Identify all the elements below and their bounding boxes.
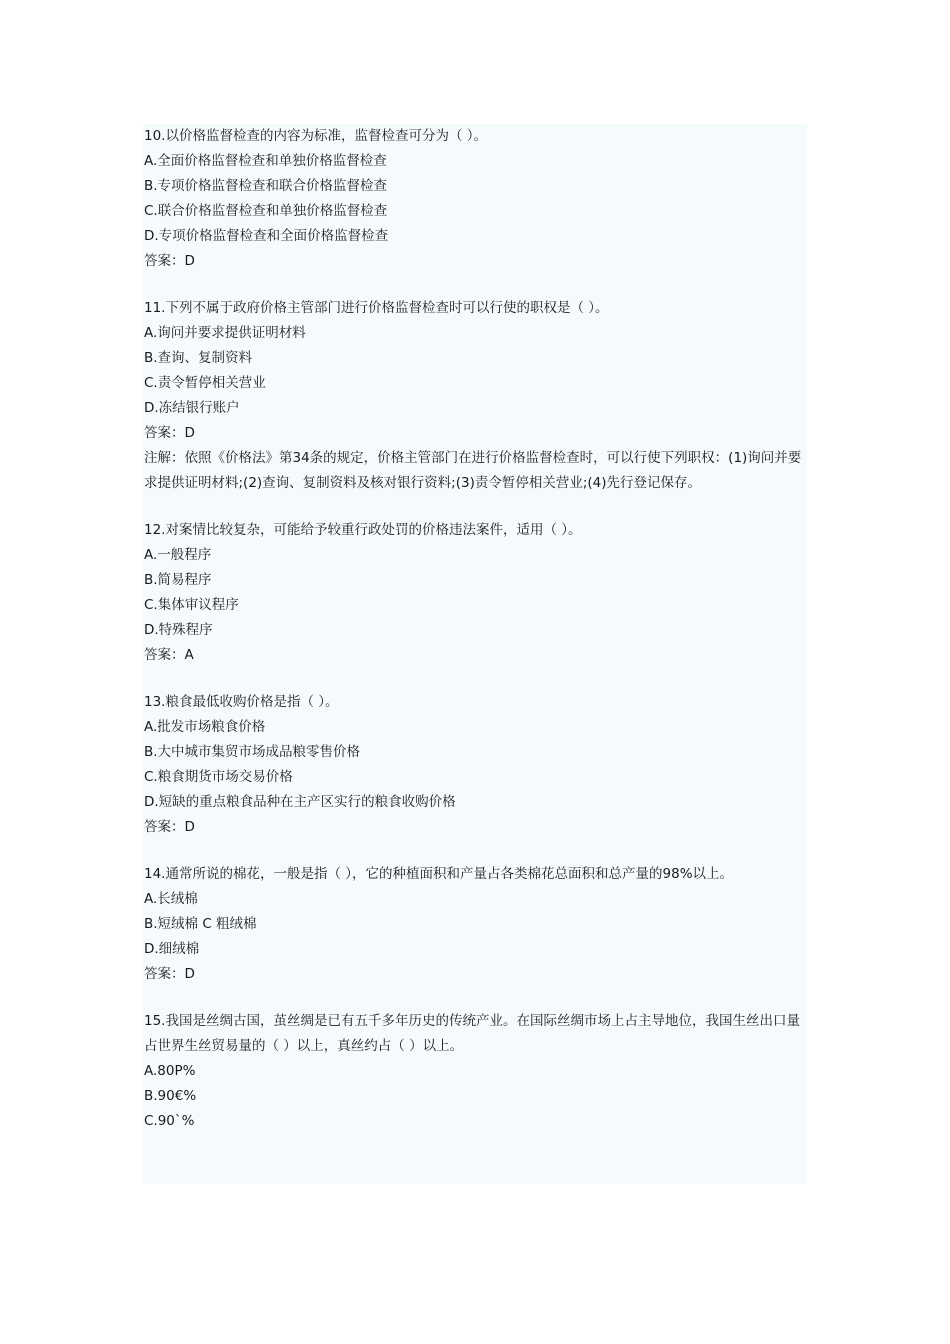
question-14 [143, 862, 807, 987]
question-12 [143, 518, 807, 668]
option: D.细绒棉 [144, 941, 200, 957]
option: B.大中城市集贸市场成品粮零售价格 [144, 744, 361, 760]
answer: 答案：D [144, 425, 195, 441]
option: C.90`% [144, 1113, 195, 1129]
question-11 [143, 296, 807, 496]
answer: 答案：A [144, 647, 194, 663]
option: B.90€% [144, 1088, 197, 1104]
option: C.联合价格监督检查和单独价格监督检查 [144, 203, 388, 219]
option: A.80P% [144, 1063, 196, 1079]
option: C.责令暂停相关营业 [144, 375, 266, 391]
option: A.长绒棉 [144, 891, 198, 907]
document-content [143, 124, 807, 1184]
answer: 答案：D [144, 966, 195, 982]
option: D.专项价格监督检查和全面价格监督检查 [144, 228, 389, 244]
option: B.简易程序 [144, 572, 212, 588]
question-stem: 15.我国是丝绸古国，茧丝绸是已有五千多年历史的传统产业。在国际丝绸市场上占主导地位，我国生丝出口量占世界生丝贸易量的（ ）以上，真丝约占（ ）以上。 [144, 1013, 800, 1054]
option: B.短绒棉 C 粗绒棉 [144, 916, 257, 932]
question-stem: 12.对案情比较复杂，可能给予较重行政处罚的价格违法案件，适用（ ）。 [144, 522, 582, 538]
option: C.集体审议程序 [144, 597, 239, 613]
option: B.查询、复制资料 [144, 350, 253, 366]
answer: 答案：D [144, 253, 195, 269]
option: A.一般程序 [144, 547, 212, 563]
question-10 [143, 124, 807, 274]
question-15 [143, 1009, 807, 1134]
question-stem: 13.粮食最低收购价格是指（ ）。 [144, 694, 339, 710]
option: C.粮食期货市场交易价格 [144, 769, 293, 785]
option: A.全面价格监督检查和单独价格监督检查 [144, 153, 387, 169]
question-stem: 11.下列不属于政府价格主管部门进行价格监督检查时可以行使的职权是（ ）。 [144, 300, 609, 316]
option: A.询问并要求提供证明材料 [144, 325, 306, 341]
answer: 答案：D [144, 819, 195, 835]
question-stem: 14.通常所说的棉花，一般是指（ ），它的种植面积和产量占各类棉花总面积和总产量的98%以上。 [144, 866, 734, 882]
option: D.冻结银行账户 [144, 400, 240, 416]
question-13 [143, 690, 807, 840]
option: D.短缺的重点粮食品种在主产区实行的粮食收购价格 [144, 794, 456, 810]
question-stem: 10.以价格监督检查的内容为标准，监督检查可分为（ ）。 [144, 128, 488, 144]
option: A.批发市场粮食价格 [144, 719, 266, 735]
annotation-note: 注解：依照《价格法》第34条的规定，价格主管部门在进行价格监督检查时，可以行使下列职权：(1)询问并要求提供证明材料;(2)查询、复制资料及核对银行资料;(3)责令暂停相关营业;(4)先行登记保存。 [144, 450, 802, 491]
option: D.特殊程序 [144, 622, 213, 638]
option: B.专项价格监督检查和联合价格监督检查 [144, 178, 388, 194]
